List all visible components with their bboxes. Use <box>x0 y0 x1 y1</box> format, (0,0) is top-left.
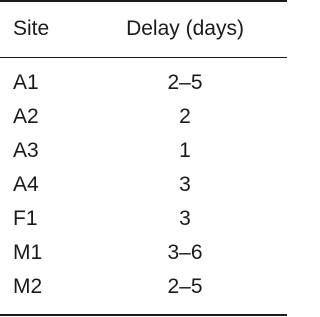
table-row <box>0 66 287 100</box>
table-row <box>0 134 287 168</box>
delay-cell: 2–5 <box>167 275 203 298</box>
table-row <box>0 168 287 202</box>
delay-cell: 3–6 <box>167 241 203 264</box>
table-header-rule <box>0 57 287 58</box>
delay-cell: 2 <box>179 105 191 128</box>
table-row <box>0 270 287 304</box>
header-site: Site <box>13 17 50 40</box>
site-cell: M1 <box>13 241 43 264</box>
table-row <box>0 236 287 270</box>
table-row <box>0 202 287 236</box>
delay-cell: 3 <box>179 173 191 196</box>
delay-cell: 3 <box>179 207 191 230</box>
table-row <box>0 100 287 134</box>
delay-cell: 2–5 <box>167 71 203 94</box>
site-cell: F1 <box>13 207 38 230</box>
site-cell: A2 <box>13 105 39 128</box>
site-cell: A3 <box>13 139 39 162</box>
table-top-rule <box>0 0 287 2</box>
header-delay: Delay (days) <box>126 17 244 40</box>
site-cell: A4 <box>13 173 39 196</box>
site-cell: A1 <box>13 71 39 94</box>
table-bottom-rule <box>0 314 287 316</box>
delay-cell: 1 <box>179 139 191 162</box>
site-cell: M2 <box>13 275 43 298</box>
